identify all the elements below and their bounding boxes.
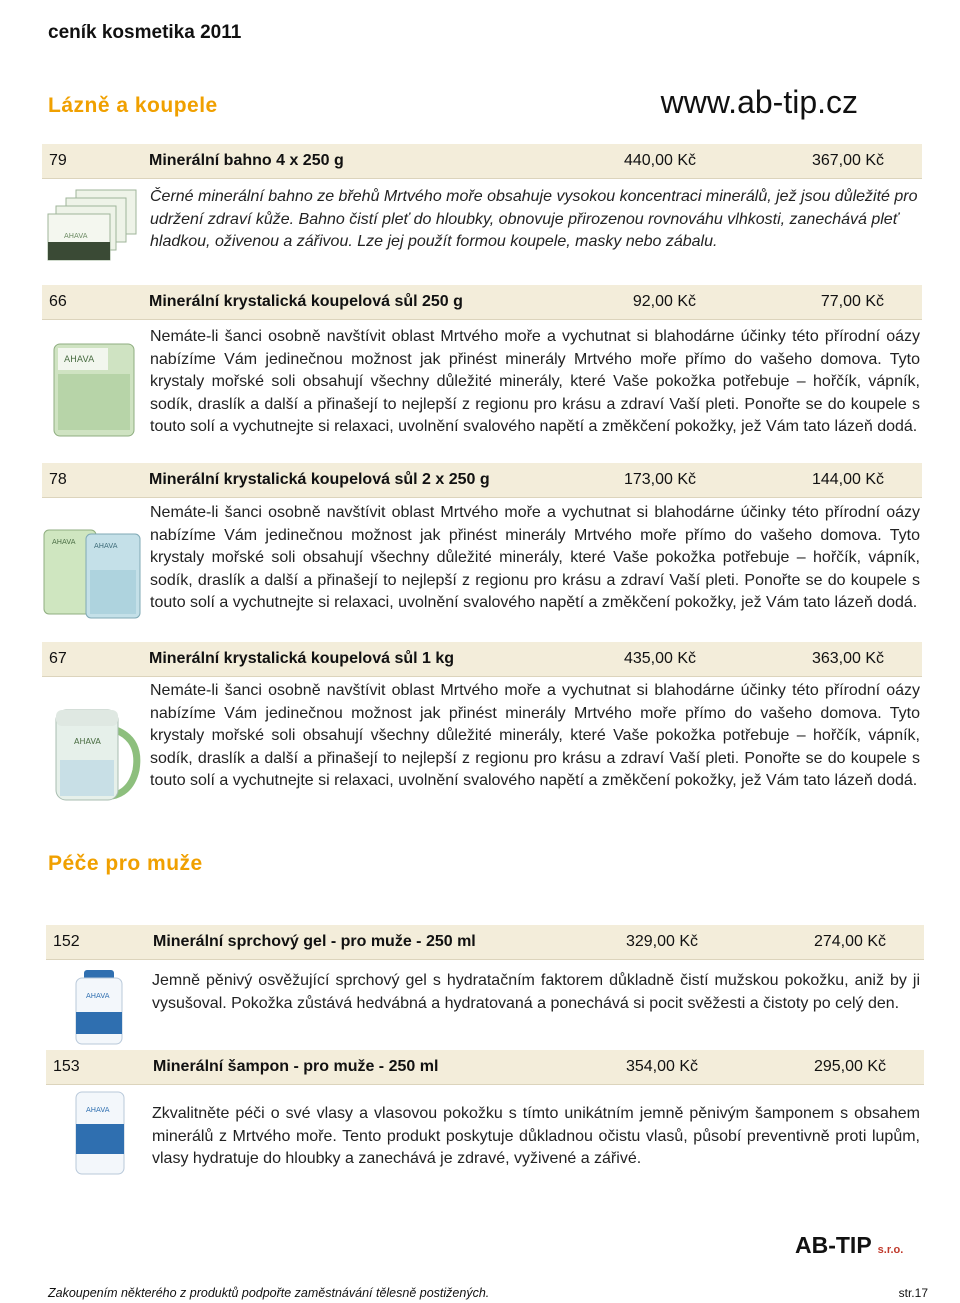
product-description: Nemáte-li šanci osobně navštívit oblast Mrtvého moře a vychutnat si blahodárne účinky této přírodní oázy nabízíme Vám jedinečnou možnost jak přinést minerály Mrtvého moře přímo do vašeho domova. Tyto krystaly mořské soli obsahují všechny důležité minerály, které Vaše pokožka potřebuje – hořčík, vápník, sodík, draslík a další a přinašejí to nejlepší z regionu pro krásu a zdraví Vaší pleti. Ponořte se do koupele s touto solí a vychutnejte si relaxaci, uvolnění svalového napětí a změkčení pokožky, jež Vám tato lázeň dodá.: [150, 682, 920, 789]
product-code: 153: [53, 1058, 80, 1075]
svg-text:AHAVA: AHAVA: [86, 1106, 110, 1114]
product-code: 79: [49, 152, 67, 169]
product-description: Černé minerální bahno ze břehů Mrtvého moře obsahuje vysokou koncentraci minerálů, jež jsou důležité pro udržení zdraví kůže. Bahno čistí pleť do hloubky, obnovuje přirozenou rovnováhu vlhkosti, zanechává pleť hladkou, oživenou a zářivou. Lze jej použít formou koupele, masky nebo zábalu.: [150, 188, 918, 250]
price-retail: 329,00 Kč: [625, 933, 698, 950]
product-row-78: [42, 463, 922, 498]
price-net: 144,00 Kč: [811, 471, 884, 488]
footer-note: Zakoupením některého z produktů podpořte zaměstnávání tělesně postižených.: [48, 1286, 490, 1300]
price-net: 274,00 Kč: [813, 933, 886, 950]
product-name: Minerální krystalická koupelová sůl 2 x 250 g: [149, 471, 490, 488]
price-net: 295,00 Kč: [813, 1058, 886, 1075]
logo-suffix: s.r.o.: [877, 1244, 904, 1256]
company-logo: [795, 1232, 903, 1259]
svg-text:AHAVA: AHAVA: [52, 538, 76, 546]
section-title-baths: Lázně a koupele: [48, 94, 218, 117]
svg-text:AHAVA: AHAVA: [64, 232, 88, 240]
salt-bags-image: [42, 524, 142, 620]
svg-text:AHAVA: AHAVA: [74, 737, 101, 746]
svg-text:AHAVA: AHAVA: [86, 992, 110, 1000]
product-row-153: [46, 1050, 924, 1085]
product-name: Minerální krystalická koupelová sůl 250 g: [149, 293, 463, 310]
product-code: 78: [49, 471, 67, 488]
shower-gel-bottle-image: [70, 968, 130, 1046]
document-title: ceník kosmetika 2011: [48, 22, 242, 43]
product-code: 67: [49, 650, 67, 667]
product-row-67: [42, 642, 922, 677]
section-title-men: Péče pro muže: [48, 852, 203, 875]
price-retail: 435,00 Kč: [623, 650, 696, 667]
price-retail: 440,00 Kč: [623, 152, 696, 169]
product-name: Minerální sprchový gel - pro muže - 250 ml: [153, 933, 476, 950]
product-code: 152: [53, 933, 80, 950]
price-net: 367,00 Kč: [811, 152, 884, 169]
product-row-152: [46, 925, 924, 960]
mud-packs-image: [46, 186, 142, 268]
product-description: Jemně pěnivý osvěžující sprchový gel s hydratačním faktorem důkladně čistí mužskou pokožku, aniž by ji vysušoval. Pokožka zůstává hedvábná a hydratovaná a ponechává si pocit svěžesti a čistoty po celý den.: [152, 972, 920, 1012]
product-description: Nemáte-li šanci osobně navštívit oblast Mrtvého moře a vychutnat si blahodárne účinky této přírodní oázy nabízíme Vám jedinečnou možnost jak přinést minerály Mrtvého moře přímo do vašeho domova. Tyto krystaly mořské soli obsahují všechny důležité minerály, které Vaše pokožka potřebuje – hořčík, vápník, sodík, draslík a další a přinašejí to nejlepší z regionu pro krásu a zdraví Vaší pleti. Ponořte se do koupele s touto solí a vychutnejte si relaxaci, uvolnění svalového napětí a změkčení pokožky, jež Vám tato lázeň dodá.: [150, 328, 920, 435]
price-retail: 173,00 Kč: [623, 471, 696, 488]
svg-text:AHAVA: AHAVA: [94, 542, 118, 550]
price-net: 363,00 Kč: [811, 650, 884, 667]
product-description: Nemáte-li šanci osobně navštívit oblast Mrtvého moře a vychutnat si blahodárne účinky této přírodní oázy nabízíme Vám jedinečnou možnost jak přinést minerály Mrtvého moře přímo do vašeho domova. Tyto krystaly mořské soli obsahují všechny důležité minerály, které Vaše pokožka potřebuje – hořčík, vápník, sodík, draslík a další a přinašejí to nejlepší z regionu pro krásu a zdraví Vaší pleti. Ponořte se do koupele s touto solí a vychutnejte si relaxaci, uvolnění svalového napětí a změkčení pokožky, jež Vám tato lázeň dodá.: [150, 504, 920, 611]
product-name: Minerální krystalická koupelová sůl 1 kg: [149, 650, 455, 667]
salt-bag-image: [48, 340, 138, 438]
page-number: str.17: [898, 1286, 928, 1300]
shampoo-bottle-image: [70, 1090, 130, 1176]
product-code: 66: [49, 293, 67, 310]
price-retail: 92,00 Kč: [632, 293, 696, 310]
website-url: www.ab-tip.cz: [660, 84, 858, 120]
logo-text: AB-TIP: [795, 1232, 872, 1258]
salt-jar-image: [46, 700, 142, 804]
product-row-66: [42, 285, 922, 320]
product-description: Zkvalitněte péči o své vlasy a vlasovou pokožku s tímto unikátním jemně pěnivým šamponem s obsahem minerálů z Mrtvého moře. Tento produkt poskytuje důkladnou očistu vlasů, působí preventivně proti lupům, vlasy hydratuje do hloubky a zanechává je zdravé, vyživené a zářivé.: [152, 1105, 920, 1167]
price-retail: 354,00 Kč: [625, 1058, 698, 1075]
product-row-79: [42, 144, 922, 179]
svg-text:AHAVA: AHAVA: [64, 355, 95, 365]
product-name: Minerální šampon - pro muže - 250 ml: [153, 1058, 439, 1075]
product-name: Minerální bahno 4 x 250 g: [149, 152, 344, 169]
price-net: 77,00 Kč: [820, 293, 884, 310]
